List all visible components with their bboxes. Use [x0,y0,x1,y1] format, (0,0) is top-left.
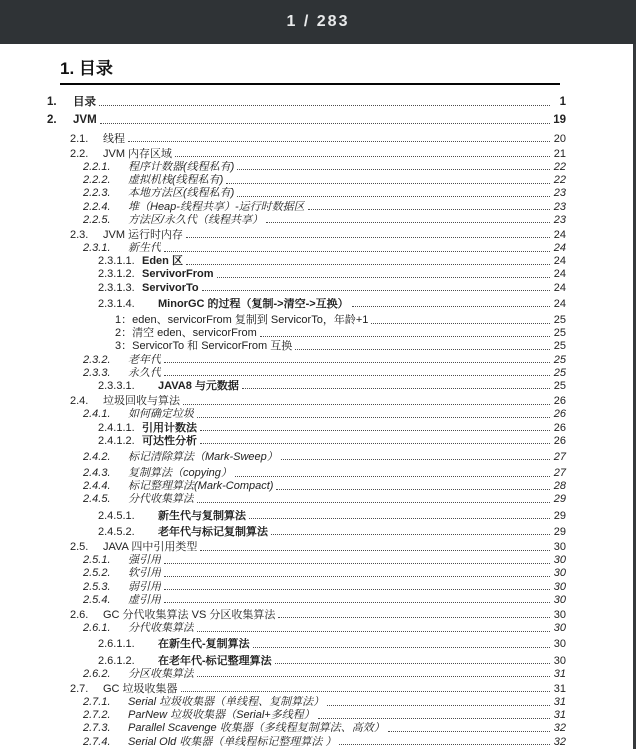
toc-entry-page: 29 [553,509,566,522]
toc-entry-number: 2.4. [70,395,89,408]
toc-entry-page: 26 [553,408,566,421]
toc-entry-page: 25 [553,314,566,326]
toc-entry[interactable] [45,492,566,505]
toc-entry-page: 31 [553,709,566,722]
pdf-viewer-toolbar [0,0,636,44]
toc-dot-leader [249,518,550,519]
toc-entry-page: 26 [553,434,566,447]
toc-dot-leader [352,306,550,307]
toc-dot-leader [200,443,550,444]
toc-entry-page: 1 [559,96,566,109]
toc-entry[interactable] [45,479,566,492]
toc-entry[interactable] [45,379,566,392]
toc-entry[interactable] [45,313,566,326]
toc-dot-leader [200,430,550,431]
toc-entry-page: 24 [553,281,566,294]
toc-entry[interactable] [45,147,566,160]
toc-entry-number: 2.2.4. [83,200,111,213]
toc-entry-page: 32 [553,735,566,748]
toc-entry-label: 在老年代-标记整理算法 [158,654,272,667]
toc-entry-number: 2.2. [70,147,89,160]
toc-entry-number: 2.4.1.1. [98,421,135,434]
toc-entry-label: JVM 运行时内存 [103,228,184,241]
toc-dot-leader [164,576,550,577]
toc-entry[interactable] [45,621,566,634]
toc-entry-number: 2.7.4. [83,735,111,748]
toc-dot-leader [278,617,550,618]
toc-entry[interactable] [45,339,566,352]
toc-entry-page: 31 [553,682,566,695]
toc-dot-leader [200,550,550,551]
toc-entry-number: 2.3.1. [83,242,111,255]
toc-entry-label: 分代收集算法 [128,622,194,635]
toc-entry-label: Eden 区 [142,255,183,268]
toc-entry-number: 2.6.2. [83,667,111,680]
toc-entry[interactable] [45,199,566,212]
toc-entry-label: 弱引用 [128,580,161,593]
toc-entry[interactable] [45,420,566,433]
toc-dot-leader [181,691,550,692]
toc-entry-page: 30 [553,654,566,667]
toc-entry[interactable] [45,352,566,365]
toc-entry-label: 3：ServicorTo 和 ServicorFrom 互换 [115,340,293,353]
toc-entry-page: 25 [553,353,566,366]
toc-entry[interactable] [45,450,566,463]
toc-entry-label: ServivorFrom [142,268,214,281]
toc-dot-leader [237,196,550,197]
toc-entry[interactable] [45,267,566,280]
toc-dot-leader [237,169,550,170]
toc-entry-page: 24 [553,268,566,281]
toc-entry-page: 24 [553,255,566,268]
toc-dot-leader [235,476,550,477]
toc-entry-page: 22 [553,160,566,173]
toc-entry-page: 30 [553,554,566,567]
toc-entry-page: 26 [553,421,566,434]
toc-entry-page: 26 [553,395,566,408]
toc-entry-number: 2.2.3. [83,187,111,200]
page-counter: 1 / 283 [286,13,350,30]
toc-entry-number: 2.3.1.2. [98,268,135,281]
toc-dot-leader [266,222,550,223]
toc-entry-page: 31 [553,696,566,709]
toc-entry[interactable] [45,721,566,734]
toc-entry-number: 2.2.1. [83,160,111,173]
toc-entry-page: 29 [553,525,566,538]
toc-entry[interactable] [45,566,566,579]
toc-entry-label: GC 垃圾收集器 [103,682,178,695]
toc-entry-number: 2.5.2. [83,567,111,580]
toc-entry-page: 25 [553,327,566,340]
toc-entry[interactable] [45,637,566,650]
toc-entry-label: GC 分代收集算法 VS 分区收集算法 [103,608,276,621]
toc-dot-leader [186,264,550,265]
toc-entry-page: 30 [553,622,566,635]
toc-entry-number: 2.7.1. [83,696,111,709]
toc-entry[interactable] [45,553,566,566]
toc-entry-number: 2. [47,114,57,127]
toc-entry-label: 方法区/永久代（线程共享） [128,213,264,226]
toc-dot-leader [339,744,550,745]
toc-entry-label: 标记清除算法（Mark-Sweep） [128,450,278,463]
toc-entry-number: 2.6. [70,608,89,621]
toc-entry-number: 2.4.2. [83,450,111,463]
toc-entry[interactable] [45,434,566,447]
toc-entry-number: 2.3.1.3. [98,281,135,294]
toc-entry-label: ServivorTo [142,281,199,294]
table-of-contents [45,95,566,748]
toc-entry[interactable] [45,394,566,407]
toc-entry-label: 分区收集算法 [128,667,194,680]
toc-dot-leader [388,731,550,732]
toc-entry[interactable] [45,466,566,479]
toc-entry-label: 目录 [73,96,96,109]
toc-entry-label: JAVA 四中引用类型 [103,541,198,553]
toc-dot-leader [226,183,550,184]
toc-entry-label: ParNew 垃圾收集器（Serial+多线程） [128,709,315,722]
toc-entry[interactable] [45,593,566,606]
toc-entry[interactable] [45,695,566,708]
toc-entry[interactable] [45,241,566,254]
toc-entry[interactable] [45,708,566,721]
toc-entry[interactable] [45,297,566,310]
toc-entry-number: 2.4.5.1. [98,509,135,522]
toc-entry-number: 2.6.1.2. [98,654,135,667]
toc-entry-label: 堆（Heap-线程共享）-运行时数据区 [128,200,305,213]
page-title: 1. 目录 [60,59,113,78]
toc-entry-page: 29 [553,493,566,506]
toc-entry-page: 30 [553,580,566,593]
toc-entry-label: Serial Old 收集器（单线程标记整理算法 ） [128,735,337,748]
toc-entry-label: 垃圾回收与算法 [103,395,180,408]
toc-dot-leader [217,277,550,278]
toc-entry[interactable] [45,540,566,553]
toc-entry-page: 23 [553,213,566,226]
toc-entry-number: 2.4.1.2. [98,434,135,447]
toc-dot-leader [242,388,550,389]
toc-entry-page: 30 [553,567,566,580]
toc-entry-number: 2.4.4. [83,480,111,493]
toc-entry-label: 虚拟机栈(线程私有) [128,174,224,187]
toc-entry[interactable] [45,508,566,521]
toc-dot-leader [175,156,550,157]
toc-dot-leader [371,323,550,324]
toc-dot-leader [164,589,550,590]
toc-entry-number: 2.4.1. [83,408,111,421]
toc-entry-number: 2.4.3. [83,467,111,480]
toc-entry-label: 如何确定垃圾 [128,408,194,421]
toc-entry-number: 2.3.3.1. [98,379,135,392]
toc-entry-label: 老年代 [128,353,161,366]
toc-entry-label: 复制算法（copying） [128,467,232,480]
toc-entry-number: 2.6.1.1. [98,638,135,651]
toc-dot-leader [100,123,550,124]
toc-dot-leader [253,647,550,648]
toc-entry-page: 30 [553,593,566,606]
toc-entry-label: 虚引用 [128,593,161,606]
toc-entry-label: Serial 垃圾收集器（单线程、复制算法） [128,696,325,709]
toc-entry-label: Parallel Scavenge 收集器（多线程复制算法、高效） [128,722,385,735]
toc-entry-label: 程序计数器(线程私有) [128,160,235,173]
toc-entry[interactable] [45,131,566,144]
toc-dot-leader [318,718,550,719]
toc-entry-label: 软引用 [128,567,161,580]
toc-entry-number: 2.3.3. [83,366,111,379]
toc-entry-page: 32 [553,722,566,735]
toc-entry-number: 2.4.5. [83,493,111,506]
toc-entry-number: 2.7.3. [83,722,111,735]
toc-entry[interactable] [45,734,566,747]
toc-entry-label: 可达性分析 [142,434,197,447]
toc-dot-leader [327,705,550,706]
toc-dot-leader [308,209,550,210]
toc-entry-number: 2.1. [70,132,89,145]
toc-entry[interactable] [45,682,566,695]
toc-entry[interactable] [45,280,566,293]
toc-entry[interactable] [45,213,566,226]
toc-entry-label: 永久代 [128,366,161,379]
toc-dot-leader [295,349,550,350]
toc-dot-leader [164,602,550,603]
toc-dot-leader [281,459,550,460]
toc-entry-page: 24 [553,297,566,310]
toc-entry-page: 27 [553,450,566,463]
toc-dot-leader [183,404,550,405]
toc-entry-label: 本地方法区(线程私有) [128,187,235,200]
toc-entry-page: 30 [553,638,566,651]
toc-dot-leader [164,251,550,252]
toc-entry-label: JAVA8 与元数据 [158,379,239,392]
toc-entry[interactable] [45,608,566,621]
toc-entry[interactable] [45,95,566,108]
toc-entry[interactable] [45,407,566,420]
toc-entry-number: 2.5.3. [83,580,111,593]
toc-entry-page: 27 [553,467,566,480]
toc-dot-leader [260,336,550,337]
toc-entry[interactable] [45,186,566,199]
document-page [0,44,636,748]
toc-entry-page: 28 [553,480,566,493]
toc-entry-label: JVM 内存区域 [103,147,173,160]
toc-entry-number: 1. [47,96,57,109]
toc-entry-number: 2.2.2. [83,174,111,187]
toc-entry-page: 22 [553,174,566,187]
toc-entry-number: 2.3.2. [83,353,111,366]
toc-dot-leader [275,663,550,664]
toc-entry-number: 2.5.4. [83,593,111,606]
toc-entry-label: 在新生代-复制算法 [158,638,250,651]
toc-entry-page: 20 [553,132,566,145]
toc-entry-label: 1：eden、servicorFrom 复制到 ServicorTo，年龄+1 [115,314,369,326]
toc-entry-page: 25 [553,366,566,379]
toc-dot-leader [186,237,550,238]
toc-dot-leader [99,105,550,106]
toc-entry-label: 分代收集算法 [128,493,194,506]
toc-entry-number: 2.5. [70,541,89,553]
toc-entry[interactable] [45,254,566,267]
toc-entry-label: 2：清空 eden、servicorFrom [115,327,257,340]
toc-entry-number: 2.2.5. [83,213,111,226]
toc-dot-leader [271,534,550,535]
toc-entry-number: 2.3. [70,228,89,241]
toc-dot-leader [164,375,550,376]
toc-entry[interactable] [45,173,566,186]
toc-entry-number: 2.6.1. [83,622,111,635]
toc-entry[interactable] [45,326,566,339]
toc-entry-number: 2.7.2. [83,709,111,722]
toc-entry-page: 23 [553,200,566,213]
toc-dot-leader [128,141,550,142]
toc-dot-leader [164,563,550,564]
toc-entry-label: 老年代与标记复制算法 [158,525,268,538]
toc-entry[interactable] [45,160,566,173]
toc-dot-leader [197,417,550,418]
toc-entry-page: 23 [553,187,566,200]
toc-entry-label: MinorGC 的过程（复制->清空->互换） [158,297,349,310]
toc-entry[interactable] [45,667,566,680]
toc-entry-label: 引用计数法 [142,421,197,434]
toc-entry-label: JVM [73,114,97,127]
toc-entry-page: 25 [553,379,566,392]
toc-entry-label: 标记整理算法(Mark-Compact) [128,480,274,493]
toc-entry[interactable] [45,228,566,241]
toc-dot-leader [197,631,550,632]
toc-entry-label: 强引用 [128,554,161,567]
toc-dot-leader [202,290,550,291]
toc-entry-page: 24 [553,228,566,241]
heading-rule [60,83,560,85]
toc-entry-page: 24 [553,242,566,255]
toc-entry-number: 2.3.1.4. [98,297,135,310]
toc-entry-number: 2.3.1.1. [98,255,135,268]
toc-dot-leader [164,362,550,363]
toc-entry-number: 2.7. [70,682,89,695]
toc-dot-leader [276,489,550,490]
toc-entry-page: 30 [553,541,566,553]
toc-entry-page: 25 [553,340,566,353]
toc-entry-number: 2.5.1. [83,554,111,567]
toc-entry[interactable] [45,113,566,126]
toc-entry-page: 31 [553,667,566,680]
toc-entry[interactable] [45,525,566,538]
toc-entry-label: 线程 [103,132,125,145]
toc-entry[interactable] [45,579,566,592]
toc-entry-page: 21 [553,147,566,160]
toc-dot-leader [197,676,550,677]
toc-dot-leader [197,502,550,503]
toc-entry-page: 19 [553,114,566,127]
toc-entry[interactable] [45,366,566,379]
toc-entry-number: 2.4.5.2. [98,525,135,538]
toc-entry[interactable] [45,653,566,666]
toc-entry-page: 30 [553,608,566,621]
toc-entry-label: 新生代与复制算法 [158,509,246,522]
toc-entry-label: 新生代 [128,242,161,255]
